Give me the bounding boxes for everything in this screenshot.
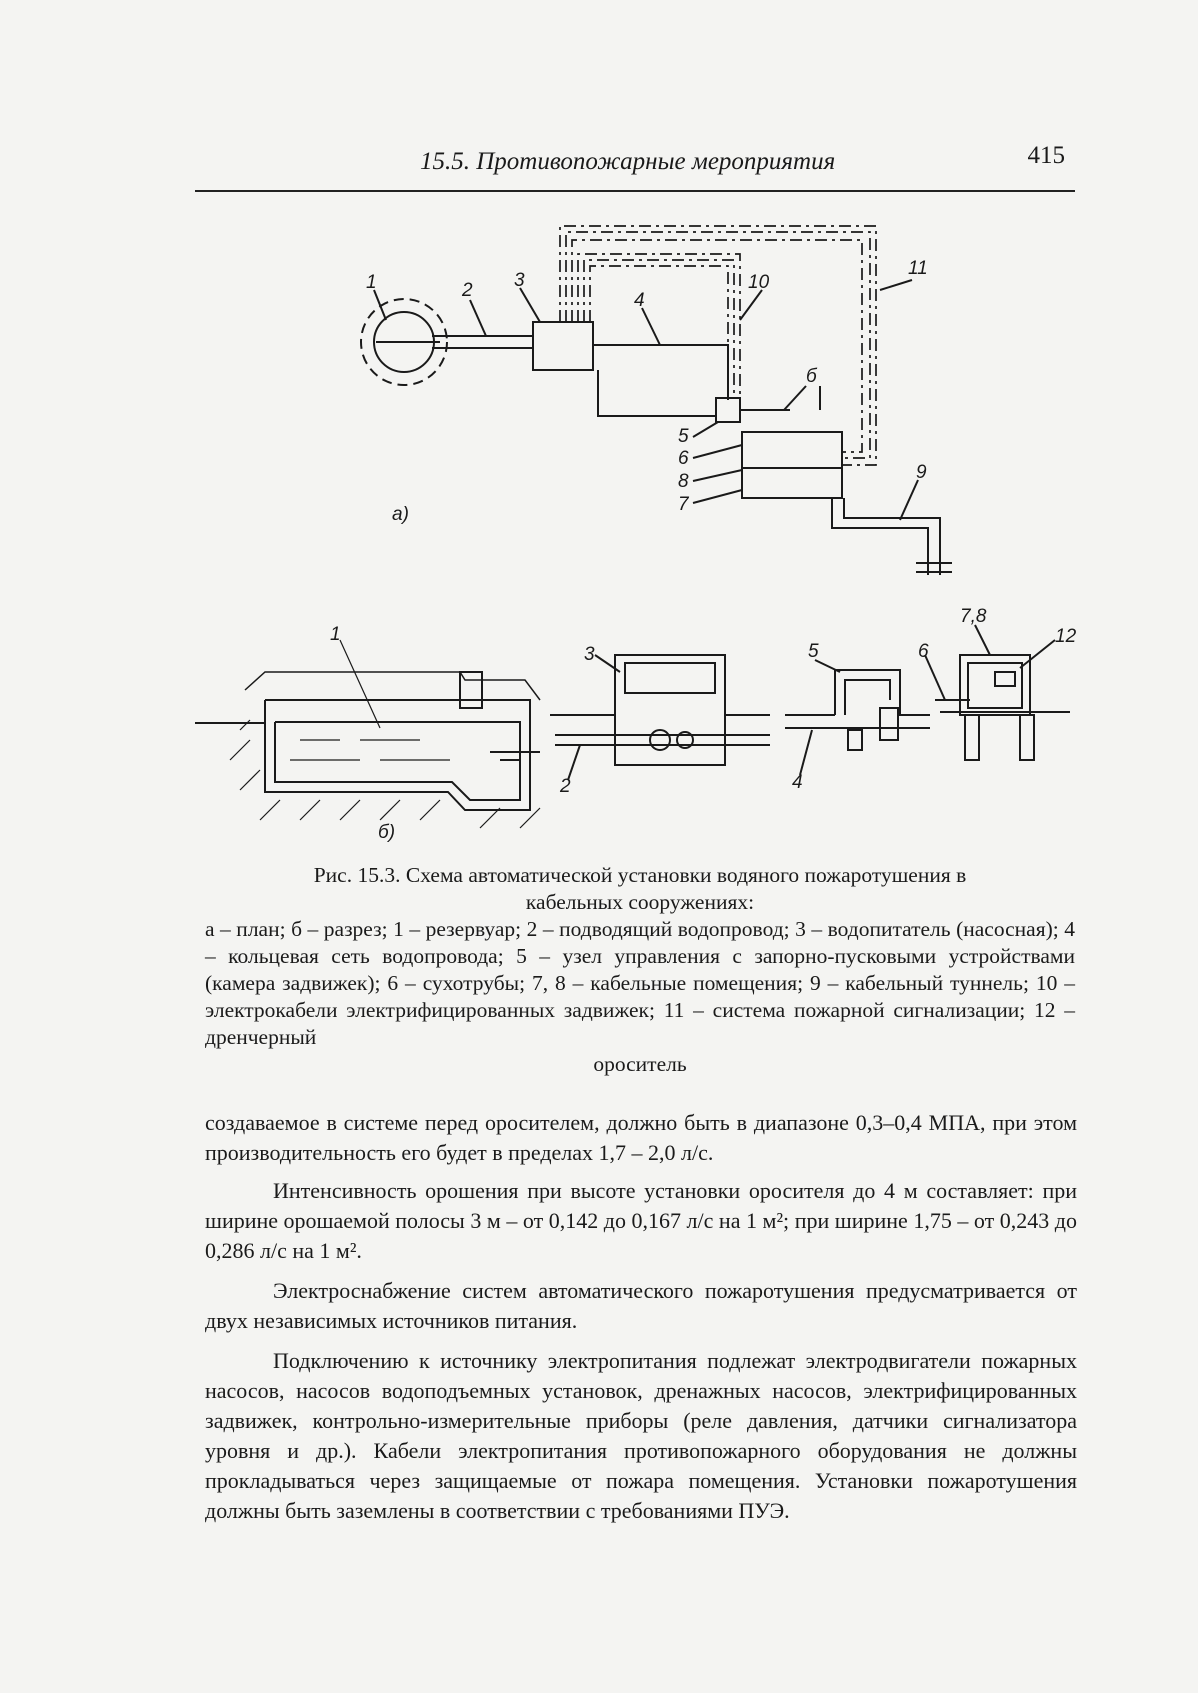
paragraph-1: создаваемое в системе перед оросителем, должно быть в диапазоне 0,3–0,4 МПА, при этом производительность его будет в пределах 1,7 – 2,0 л/с. [205,1110,1077,1165]
panel-a-label: а) [392,504,409,525]
caption-title: Рис. 15.3. Схема автоматической установки водяного пожаротушения в кабельных сооружениях: [313,863,967,914]
label-7: 7 [678,494,689,515]
control-unit [716,398,740,422]
body-text [205,1108,1077,1536]
caption-legend-last: ороситель [593,1052,687,1076]
label-1: 1 [366,272,377,293]
reservoir-section [265,700,530,810]
label-2: 2 [462,280,473,301]
label-b-dry-pipes: б [806,366,817,387]
paragraph-3: Электроснабжение систем автоматического пожаротушения предусматривается от двух независимых источников питания. [205,1278,1077,1333]
paragraph-2: Интенсивность орошения при высоте установки оросителя до 4 м составляет: при ширине орошаемой полосы 3 м – от 0,142 до 0,167 л/с на 1 м²; при ширине 1,75 – от 0,243 до 0,286 л/с на 1 м². [205,1178,1077,1263]
running-title: 15.5. Противопожарные мероприятия [420,148,836,175]
label-10: 10 [748,272,770,293]
label-5: 5 [678,426,689,447]
cable-rooms [742,432,842,498]
section-label-5: 5 [808,641,819,662]
label-8: 8 [678,471,689,492]
label-4: 4 [634,290,645,311]
figure-caption [205,862,1075,1078]
caption-legend-text: а – план; б – разрез; 1 – резервуар; 2 – подводящий водопровод; 3 – водопитатель (насосная); 4 – кольцевая сеть водопровода; 5 – узел управления с запорно-пусковыми устройствами (камера задвижек); 6 – сухотрубы; 7, 8 – кабельные помещения; 9 – кабельный туннель; 10 – электрокабели электрифицированных задвижек; 11 – система пожарной сигнализации; 12 – дренчерный [205,917,1075,1049]
plan-view [361,226,952,575]
panel-b-label: б) [378,822,396,843]
paragraph-4: Подключению к источнику электропитания подлежат электродвигатели пожарных насосов, насосов водоподъемных установок, дренажных насосов, электрифицированных задвижек, контрольно-измерительные приборы (реле давления, датчики сигнализатора уровня и др.). Кабели электропитания противопожарного оборудования не должны прокладываться через защищаемые от пожара помещения. Установки пожаротушения должны быть заземлены в соответствии с требованиями ПУЭ. [205,1348,1077,1523]
label-9: 9 [916,462,927,483]
section-label-2: 2 [560,776,571,797]
section-label-6: 6 [918,641,929,662]
section-label-4: 4 [792,772,803,793]
pump-station-section [615,655,725,765]
label-6: 6 [678,448,689,469]
page-number: 415 [1027,142,1065,169]
section-label-12: 12 [1055,626,1077,647]
ring-network [593,345,728,400]
electric-cables [578,254,740,398]
cable-tunnel [832,498,928,575]
section-label-1: 1 [330,624,341,645]
section-label-3: 3 [584,644,595,665]
caption-legend [205,916,1075,1078]
pump-station [533,322,593,370]
section-label-7-8: 7,8 [960,606,987,627]
section-view [195,625,1070,828]
label-3: 3 [514,270,525,291]
label-11: 11 [908,258,928,279]
